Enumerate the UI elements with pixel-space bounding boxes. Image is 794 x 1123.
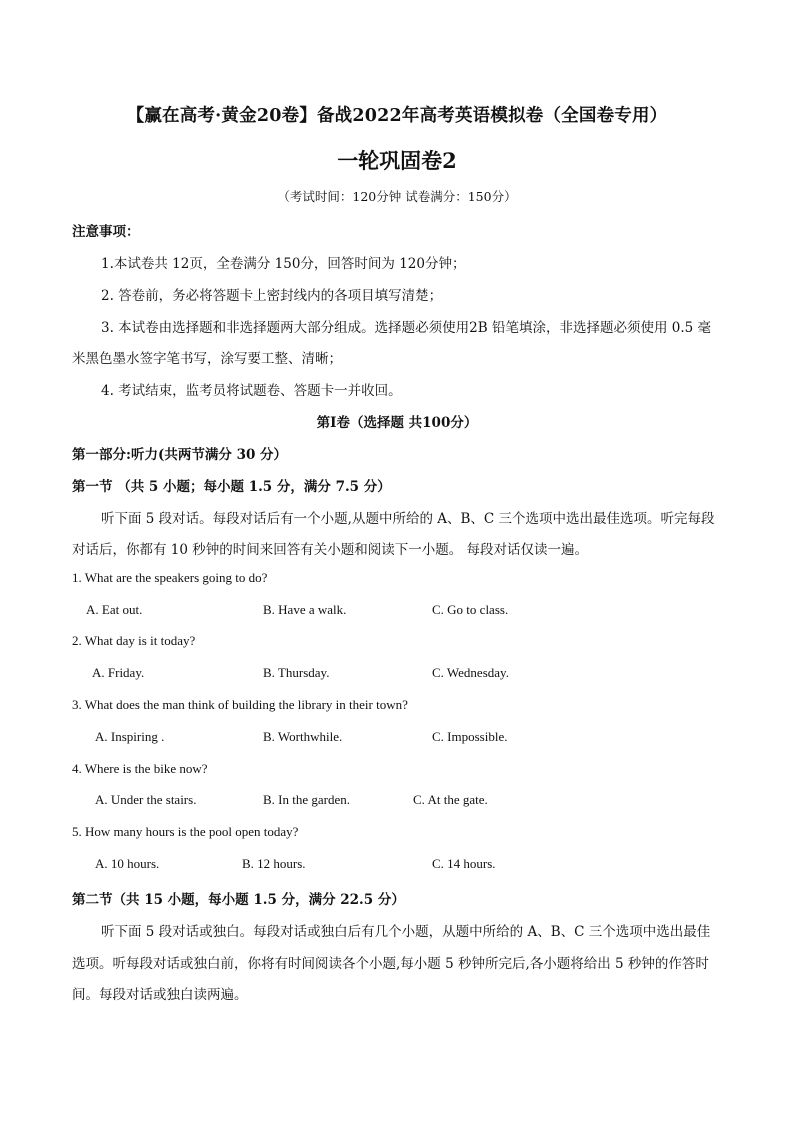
option-b: B. In the garden. bbox=[263, 792, 351, 807]
part1-heading: 第一部分:听力(共两节满分 30 分） bbox=[72, 447, 288, 463]
notes-item: 3. 本试卷由选择题和非选择题两大部分组成。选择题必须使用2B 铅笔填涂，非选择题必须使用 0.5 毫 bbox=[101, 320, 712, 336]
notes-item-continued: 米黑色墨水签字笔书写，涂写要工整、清晰； bbox=[72, 351, 342, 367]
option-b: B. Worthwhile. bbox=[263, 729, 343, 744]
exam-info: （考试时间：120分钟 试卷满分：150分） bbox=[277, 189, 517, 204]
section2-instructions: 间。每段对话或独白读两遍。 bbox=[72, 987, 248, 1003]
section1-instructions: 听下面 5 段对话。每段对话后有一个小题,从题中所给的 A、B、C 三个选项中选出最佳选项。听完每段 bbox=[101, 511, 715, 527]
section2-heading: 第二节（共 15 小题，每小题 1.5 分，满分 22.5 分） bbox=[72, 892, 405, 908]
page-title: 【赢在高考·黄金20卷】备战2022年高考英语模拟卷（全国卷专用） bbox=[126, 106, 668, 126]
volume-heading: 第Ⅰ卷（选择题 共100分） bbox=[316, 415, 478, 431]
option-a: A. Under the stairs. bbox=[95, 792, 197, 807]
option-c: C. Go to class. bbox=[432, 602, 509, 617]
question-text: 4. Where is the bike now? bbox=[72, 761, 208, 776]
option-c: C. Wednesday. bbox=[432, 665, 509, 680]
option-a: A. 10 hours. bbox=[95, 856, 160, 871]
option-c: C. At the gate. bbox=[413, 792, 488, 807]
section2-instructions: 选项。听每段对话或独白前，你将有时间阅读各个小题,每小题 5 秒钟所完后,各小题将给出 5 秒钟的作答时 bbox=[72, 956, 709, 972]
section2-instructions: 听下面 5 段对话或独白。每段对话或独白后有几个小题，从题中所给的 A、B、C 三个选项中选出最佳 bbox=[101, 924, 711, 940]
question-text: 1. What are the speakers going to do? bbox=[72, 570, 268, 585]
section1-instructions: 对话后，你都有 10 秒钟的时间来回答有关小题和阅读下一小题。 每段对话仅读一遍。 bbox=[72, 542, 589, 558]
page-subtitle: 一轮巩固卷2 bbox=[337, 148, 457, 173]
question-text: 2. What day is it today? bbox=[72, 633, 196, 648]
section1-heading: 第一节 （共 5 小题；每小题 1.5 分，满分 7.5 分） bbox=[72, 479, 391, 495]
option-a: A. Friday. bbox=[92, 665, 145, 680]
notes-item: 2. 答卷前，务必将答题卡上密封线内的各项目填写清楚； bbox=[101, 288, 443, 304]
question-text: 3. What does the man think of building the library in their town? bbox=[72, 697, 408, 712]
notes-item: 1.本试卷共 12页，全卷满分 150分，回答时间为 120分钟； bbox=[101, 256, 466, 272]
notes-item: 4. 考试结束，监考员将试题卷、答题卡一并收回。 bbox=[101, 383, 402, 399]
option-b: B. 12 hours. bbox=[242, 856, 306, 871]
notes-heading: 注意事项： bbox=[72, 224, 140, 240]
option-c: C. Impossible. bbox=[432, 729, 508, 744]
question-text: 5. How many hours is the pool open today? bbox=[72, 824, 299, 839]
option-a: A. Inspiring . bbox=[95, 729, 165, 744]
option-b: B. Have a walk. bbox=[263, 602, 347, 617]
option-a: A. Eat out. bbox=[86, 602, 143, 617]
option-c: C. 14 hours. bbox=[432, 856, 496, 871]
option-b: B. Thursday. bbox=[263, 665, 330, 680]
